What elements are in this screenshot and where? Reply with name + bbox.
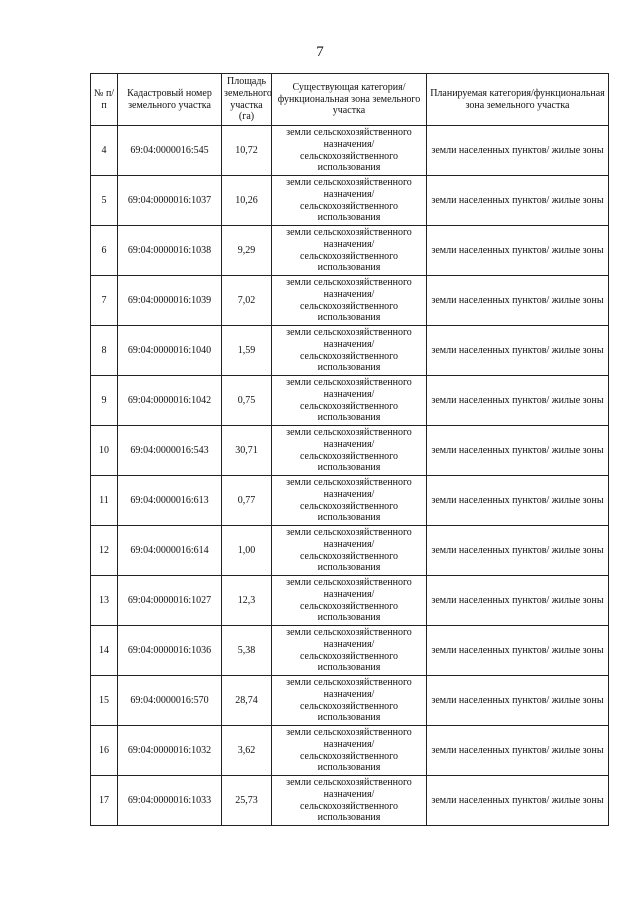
- cell-cadastral: 69:04:0000016:614: [118, 526, 222, 576]
- table-row: [91, 626, 609, 676]
- table-row: [91, 676, 609, 726]
- header-planned-category: Планируемая категория/функциональная зона земельного участка: [427, 74, 609, 126]
- cell-num: 11: [91, 476, 118, 526]
- cell-cadastral: 69:04:0000016:1038: [118, 226, 222, 276]
- cell-cadastral: 69:04:0000016:570: [118, 676, 222, 726]
- table-row: [91, 776, 609, 826]
- cell-planned-category: земли населенных пунктов/ жилые зоны: [427, 476, 609, 526]
- cell-area: 28,74: [222, 676, 272, 726]
- cell-num: 12: [91, 526, 118, 576]
- cell-num: 15: [91, 676, 118, 726]
- table-row: [91, 576, 609, 626]
- table-row: [91, 376, 609, 426]
- table-body: [91, 126, 609, 826]
- cell-num: 5: [91, 176, 118, 226]
- cell-planned-category: земли населенных пунктов/ жилые зоны: [427, 576, 609, 626]
- cell-current-category: земли сельскохозяйственного назначения/ сельскохозяйственного использования: [272, 376, 427, 426]
- cell-area: 5,38: [222, 626, 272, 676]
- page-number: 7: [316, 44, 324, 60]
- cell-area: 0,75: [222, 376, 272, 426]
- cell-cadastral: 69:04:0000016:1040: [118, 326, 222, 376]
- cell-area: 30,71: [222, 426, 272, 476]
- table-row: [91, 226, 609, 276]
- cell-cadastral: 69:04:0000016:1027: [118, 576, 222, 626]
- cell-cadastral: 69:04:0000016:1036: [118, 626, 222, 676]
- cell-cadastral: 69:04:0000016:543: [118, 426, 222, 476]
- cell-planned-category: земли населенных пунктов/ жилые зоны: [427, 676, 609, 726]
- cell-area: 10,26: [222, 176, 272, 226]
- cell-num: 6: [91, 226, 118, 276]
- cell-planned-category: земли населенных пунктов/ жилые зоны: [427, 626, 609, 676]
- cell-current-category: земли сельскохозяйственного назначения/ сельскохозяйственного использования: [272, 276, 427, 326]
- cell-num: 9: [91, 376, 118, 426]
- cell-area: 0,77: [222, 476, 272, 526]
- cell-area: 10,72: [222, 126, 272, 176]
- cell-planned-category: земли населенных пунктов/ жилые зоны: [427, 376, 609, 426]
- table-row: [91, 326, 609, 376]
- cell-area: 9,29: [222, 226, 272, 276]
- table-header: [91, 74, 609, 126]
- cell-current-category: земли сельскохозяйственного назначения/ сельскохозяйственного использования: [272, 426, 427, 476]
- cell-area: 7,02: [222, 276, 272, 326]
- cell-cadastral: 69:04:0000016:545: [118, 126, 222, 176]
- header-row: [91, 74, 609, 126]
- cell-current-category: земли сельскохозяйственного назначения/ сельскохозяйственного использования: [272, 626, 427, 676]
- cell-planned-category: земли населенных пунктов/ жилые зоны: [427, 426, 609, 476]
- cell-current-category: земли сельскохозяйственного назначения/ сельскохозяйственного использования: [272, 676, 427, 726]
- table-row: [91, 176, 609, 226]
- cell-planned-category: земли населенных пунктов/ жилые зоны: [427, 276, 609, 326]
- cell-planned-category: земли населенных пунктов/ жилые зоны: [427, 176, 609, 226]
- cell-cadastral: 69:04:0000016:1032: [118, 726, 222, 776]
- cell-area: 1,59: [222, 326, 272, 376]
- header-num: № п/п: [91, 74, 118, 126]
- cell-cadastral: 69:04:0000016:1042: [118, 376, 222, 426]
- cell-current-category: земли сельскохозяйственного назначения/ сельскохозяйственного использования: [272, 176, 427, 226]
- header-current-category: Существующая категория/функциональная зона земельного участка: [272, 74, 427, 126]
- cell-planned-category: земли населенных пунктов/ жилые зоны: [427, 126, 609, 176]
- table-row: [91, 276, 609, 326]
- cell-current-category: земли сельскохозяйственного назначения/ сельскохозяйственного использования: [272, 226, 427, 276]
- table-row: [91, 526, 609, 576]
- cell-current-category: земли сельскохозяйственного назначения/ сельскохозяйственного использования: [272, 326, 427, 376]
- cell-current-category: земли сельскохозяйственного назначения/ сельскохозяйственного использования: [272, 576, 427, 626]
- header-cadastral: Кадастровый номер земельного участка: [118, 74, 222, 126]
- cell-num: 10: [91, 426, 118, 476]
- table-row: [91, 726, 609, 776]
- cell-current-category: земли сельскохозяйственного назначения/ сельскохозяйственного использования: [272, 126, 427, 176]
- cell-num: 8: [91, 326, 118, 376]
- land-plot-table: [90, 73, 609, 826]
- cell-current-category: земли сельскохозяйственного назначения/ сельскохозяйственного использования: [272, 726, 427, 776]
- cell-cadastral: 69:04:0000016:1033: [118, 776, 222, 826]
- cell-area: 25,73: [222, 776, 272, 826]
- cell-cadastral: 69:04:0000016:613: [118, 476, 222, 526]
- cell-planned-category: земли населенных пунктов/ жилые зоны: [427, 726, 609, 776]
- cell-planned-category: земли населенных пунктов/ жилые зоны: [427, 526, 609, 576]
- cell-planned-category: земли населенных пунктов/ жилые зоны: [427, 226, 609, 276]
- cell-area: 1,00: [222, 526, 272, 576]
- cell-num: 14: [91, 626, 118, 676]
- cell-area: 3,62: [222, 726, 272, 776]
- cell-planned-category: земли населенных пунктов/ жилые зоны: [427, 776, 609, 826]
- cell-current-category: земли сельскохозяйственного назначения/ сельскохозяйственного использования: [272, 776, 427, 826]
- cell-current-category: земли сельскохозяйственного назначения/ сельскохозяйственного использования: [272, 526, 427, 576]
- cell-num: 17: [91, 776, 118, 826]
- table-row: [91, 426, 609, 476]
- cell-num: 16: [91, 726, 118, 776]
- cell-current-category: земли сельскохозяйственного назначения/ сельскохозяйственного использования: [272, 476, 427, 526]
- cell-cadastral: 69:04:0000016:1037: [118, 176, 222, 226]
- table-row: [91, 126, 609, 176]
- cell-num: 7: [91, 276, 118, 326]
- cell-planned-category: земли населенных пунктов/ жилые зоны: [427, 326, 609, 376]
- cell-cadastral: 69:04:0000016:1039: [118, 276, 222, 326]
- table-row: [91, 476, 609, 526]
- header-area: Площадь земельного участка (га): [222, 74, 272, 126]
- cell-area: 12,3: [222, 576, 272, 626]
- cell-num: 4: [91, 126, 118, 176]
- cell-num: 13: [91, 576, 118, 626]
